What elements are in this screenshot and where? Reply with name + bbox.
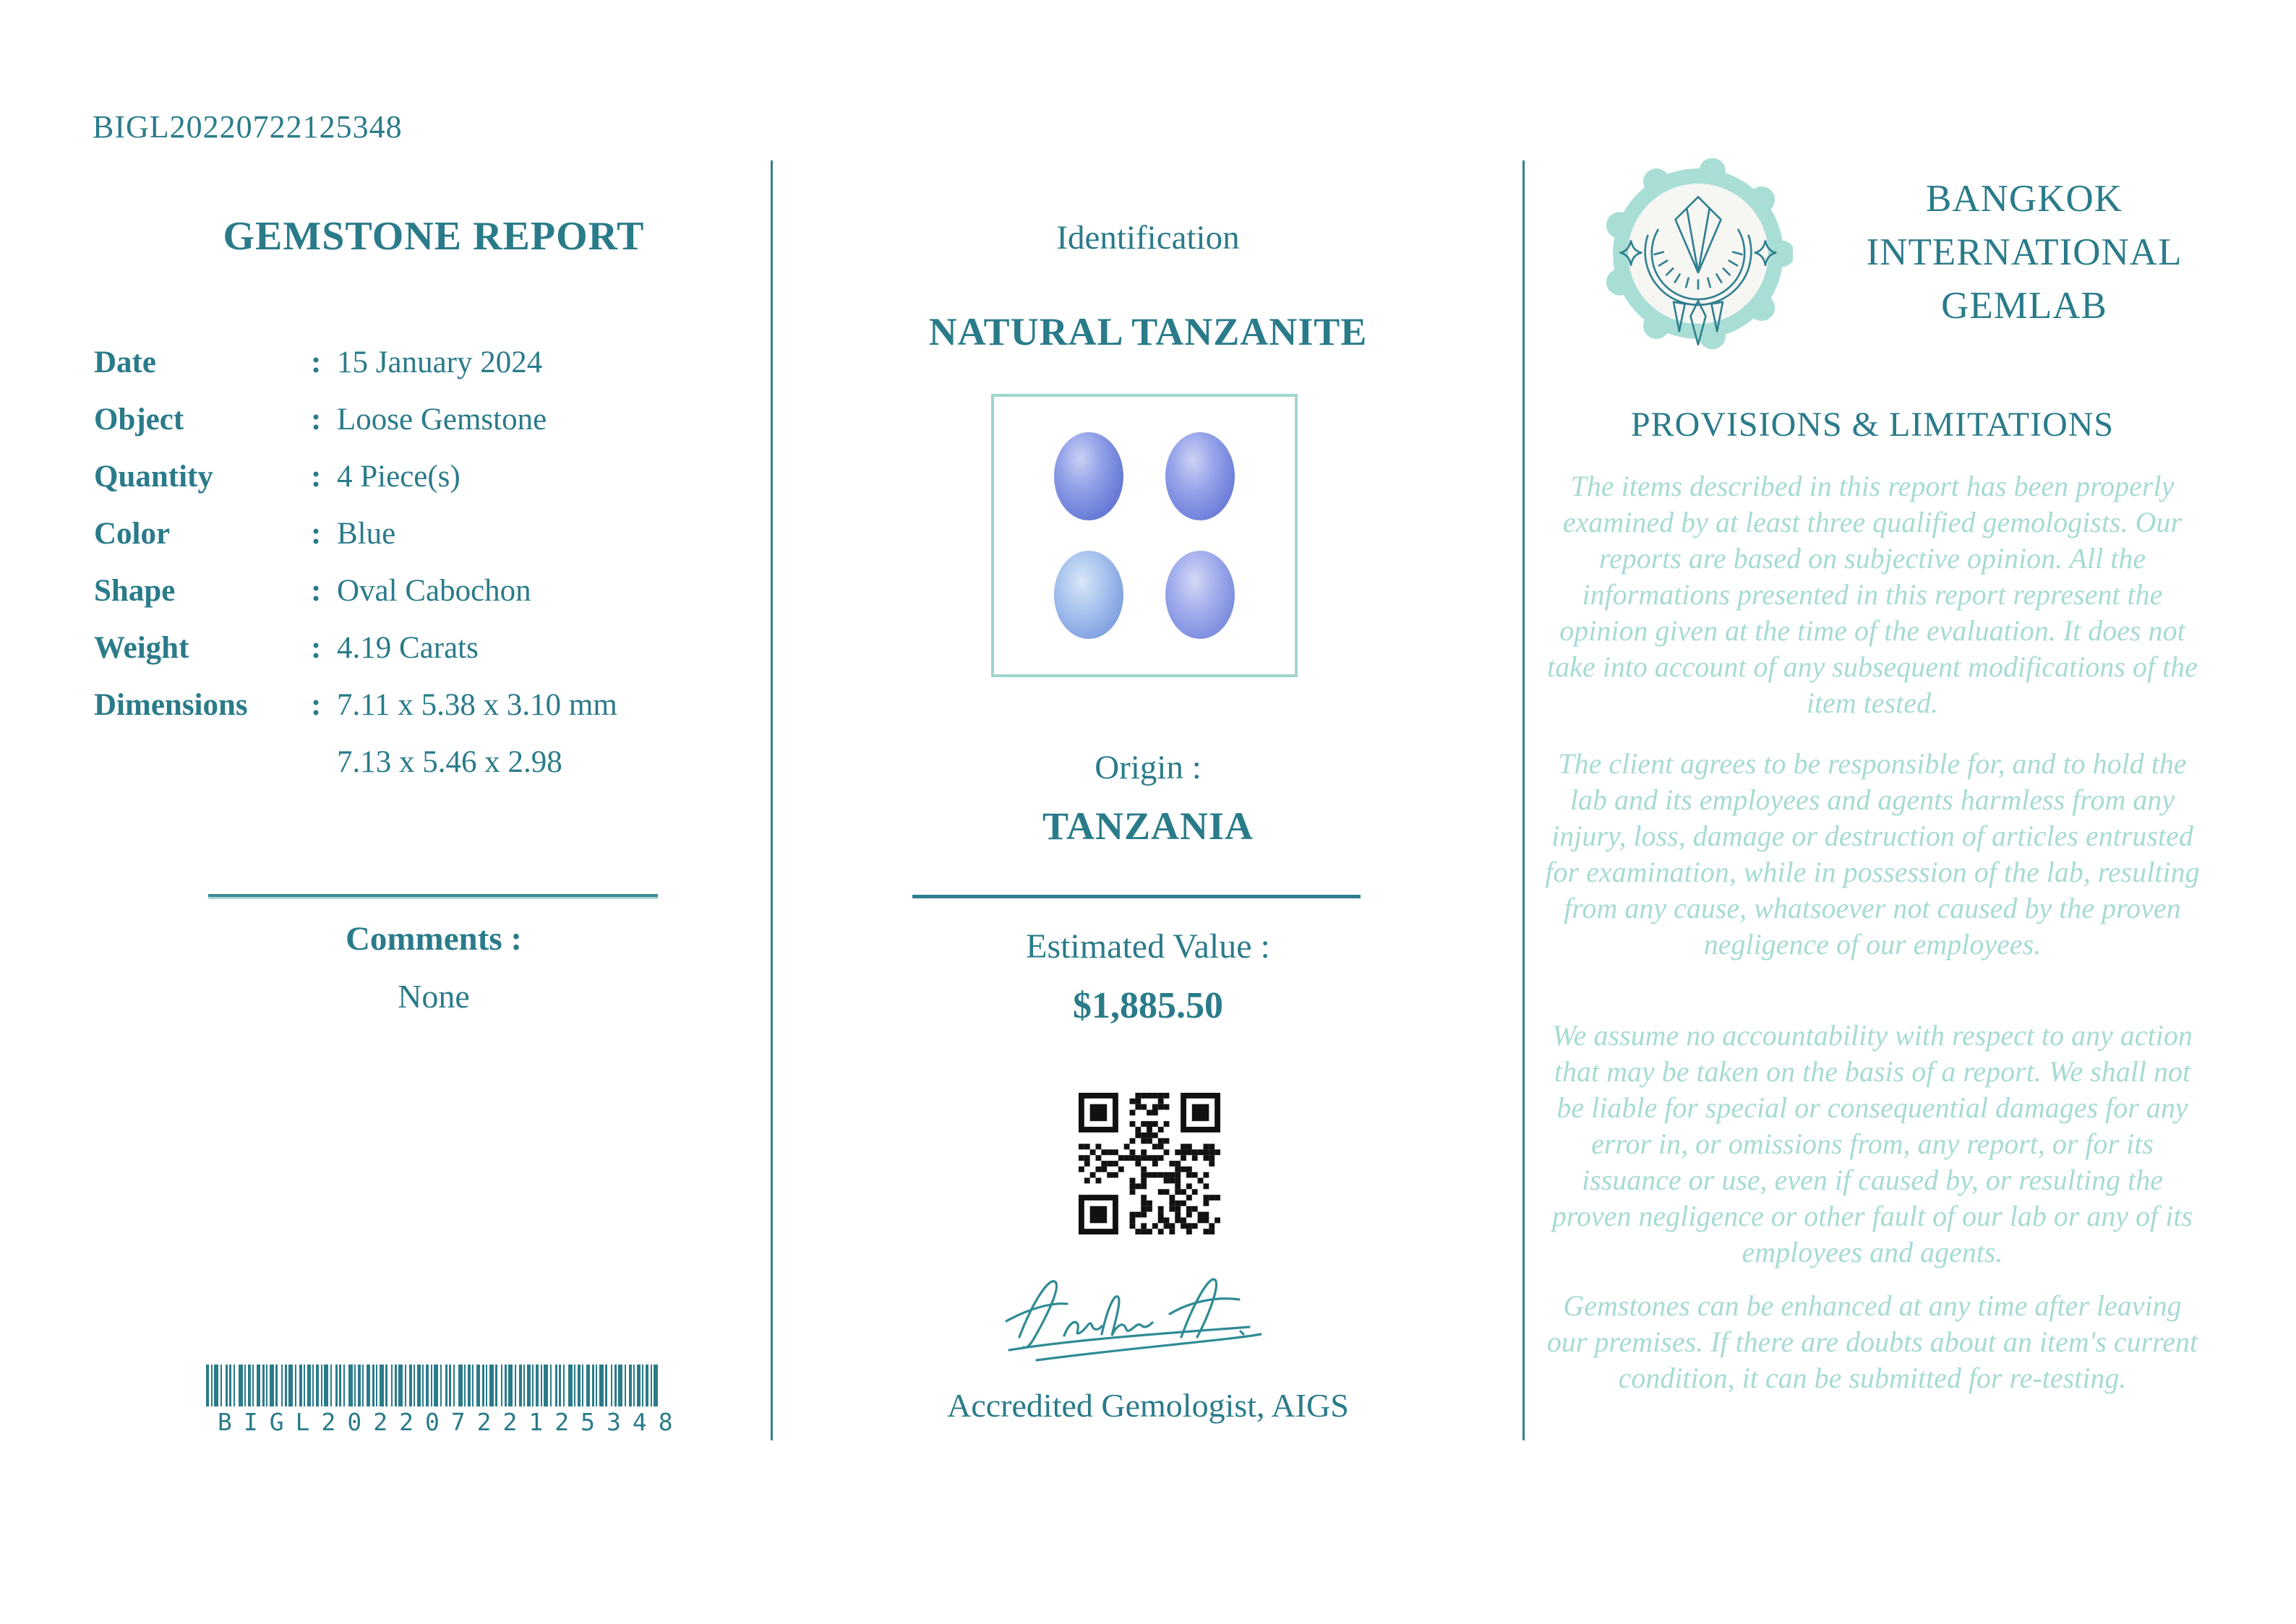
field-colon: : xyxy=(311,688,322,722)
signature-stroke xyxy=(1064,1322,1102,1336)
signature-stroke xyxy=(1102,1297,1152,1336)
signature-underline xyxy=(1037,1334,1261,1360)
field-colon: : xyxy=(311,403,322,437)
gemologist-signature xyxy=(992,1256,1304,1378)
certificate-number: BIGL20220722125348 xyxy=(93,109,403,145)
gem-photo-2 xyxy=(1165,432,1235,520)
gem-photo-4 xyxy=(1165,551,1235,639)
field-value: Loose Gemstone xyxy=(337,403,547,437)
field-label: Weight xyxy=(94,631,189,665)
barcode xyxy=(206,1365,685,1436)
field-label: Shape xyxy=(94,574,176,608)
provisions-paragraph: The items described in this report has been properly examined by at least three qualified gemologists. Our reports are based on subjective opinion. All the informations presented in this report represent the opinion given at the time of the evaluation. It does not take into account of any subsequent modifications of the item tested. xyxy=(1547,470,2198,719)
column-divider-right xyxy=(1522,160,1525,1440)
field-label: Dimensions xyxy=(94,688,248,722)
field-value: 7.11 x 5.38 x 3.10 mm xyxy=(337,688,617,722)
lab-name-line: GEMLAB xyxy=(1941,285,2107,327)
report-title: GEMSTONE REPORT xyxy=(223,214,645,259)
estimated-value-label: Estimated Value : xyxy=(1026,927,1270,966)
field-colon: : xyxy=(311,631,322,665)
field-label: Quantity xyxy=(94,460,213,494)
field-colon: : xyxy=(311,345,322,379)
provisions-paragraph: Gemstones can be enhanced at any time after leaving our premises. If there are doubts about an item's current condition, it can be submitted for re-testing. xyxy=(1546,1289,2198,1394)
estimated-value-divider xyxy=(912,895,1361,898)
signature-stroke xyxy=(1181,1279,1217,1337)
gem-photo-frame xyxy=(991,394,1298,677)
field-value: Blue xyxy=(337,517,396,551)
field-colon: : xyxy=(311,574,322,608)
provisions-paragraph: The client agrees to be responsible for, and to hold the lab and its employees and agents harmless from any injury, loss, damage or destruction of articles entrusted for examination, while in possession of the lab, resulting from any cause, whatsoever not caused by the proven negligence of our employees. xyxy=(1545,747,2200,961)
signer-title: Accredited Gemologist, AIGS xyxy=(947,1387,1349,1424)
field-value: 4.19 Carats xyxy=(337,631,479,665)
field-row xyxy=(94,459,774,516)
field-row xyxy=(94,516,774,573)
field-row xyxy=(94,687,774,744)
field-row xyxy=(94,402,774,459)
field-label: Object xyxy=(94,403,184,437)
origin-value: TANZANIA xyxy=(1042,804,1254,848)
barcode-text: BIGL20220722125348 xyxy=(218,1408,685,1436)
signature-stroke xyxy=(1019,1281,1056,1348)
field-colon: : xyxy=(311,517,322,551)
estimated-value-amount: $1,885.50 xyxy=(1073,985,1223,1026)
identification-result: NATURAL TANZANITE xyxy=(928,310,1368,353)
field-row xyxy=(94,345,774,402)
field-row xyxy=(94,573,774,630)
report-fields xyxy=(94,345,774,780)
field-value: 4 Piece(s) xyxy=(337,460,461,494)
lab-name-line: INTERNATIONAL xyxy=(1866,231,2183,273)
gem-photo-3 xyxy=(1054,551,1123,639)
provisions-title: PROVISIONS & LIMITATIONS xyxy=(1630,405,2115,444)
lab-name-line: BANGKOK xyxy=(1926,178,2122,220)
lab-logo-badge-icon xyxy=(1603,158,1793,350)
field-value: Oval Cabochon xyxy=(337,574,531,608)
qr-code-icon xyxy=(1079,1093,1220,1234)
comments-value: None xyxy=(398,978,470,1015)
signature-stroke xyxy=(1006,1304,1067,1321)
field-row xyxy=(94,630,774,687)
signature-stroke xyxy=(1241,1331,1243,1334)
field-row xyxy=(94,744,774,780)
comments-label: Comments : xyxy=(345,920,523,958)
field-label: Color xyxy=(94,517,171,551)
identification-heading: Identification xyxy=(1056,219,1240,257)
field-value: 15 January 2024 xyxy=(337,345,543,379)
signature-stroke xyxy=(1170,1299,1239,1314)
lab-name xyxy=(1815,172,2234,332)
comments-divider xyxy=(208,894,658,899)
gem-photo-1 xyxy=(1054,432,1123,520)
field-value-second-line: 7.13 x 5.46 x 2.98 xyxy=(337,745,562,779)
report-details-section xyxy=(94,213,774,780)
field-colon: : xyxy=(311,460,322,494)
field-label: Date xyxy=(94,345,156,379)
barcode-bars-icon xyxy=(206,1365,663,1406)
provisions-paragraph: We assume no accountability with respect to any action that may be taken on the basis of a report. We shall not be liable for special or consequential damages for any error in, or omissions from, any report, or for its issuance or use, even if caused by, or resulting the proven negligence or other fault of our lab or any of its employees and agents. xyxy=(1551,1019,2193,1268)
origin-label: Origin : xyxy=(1095,749,1201,786)
